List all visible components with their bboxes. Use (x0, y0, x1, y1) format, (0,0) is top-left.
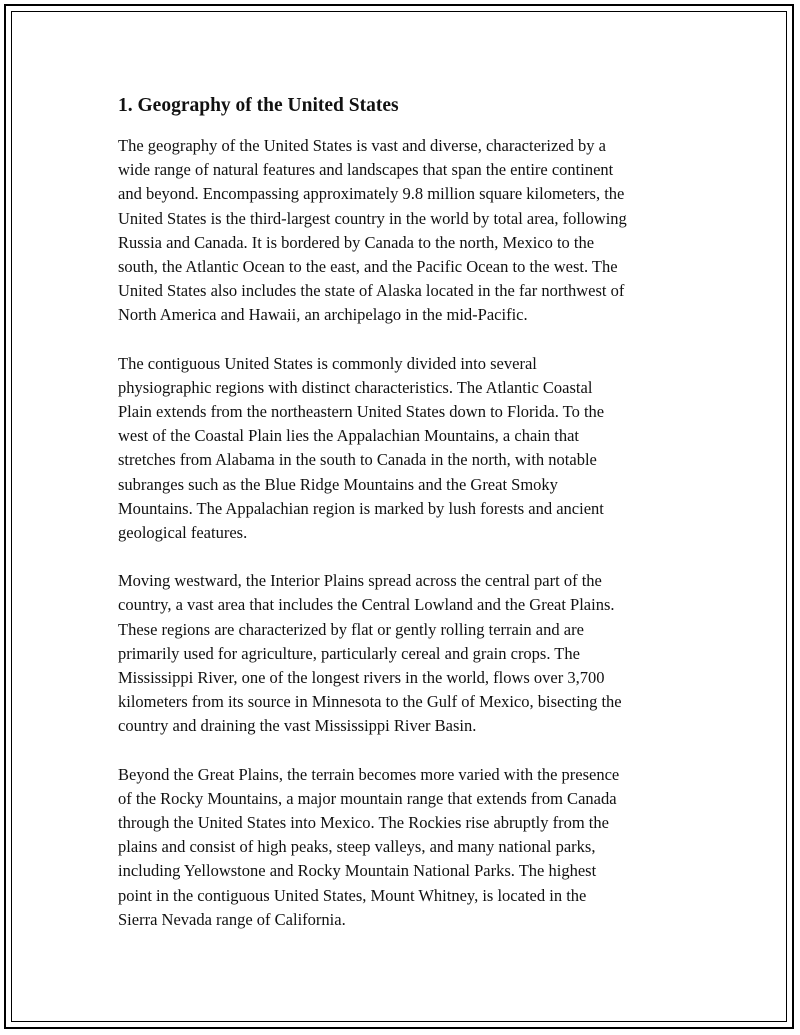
text-line: Moving westward, the Interior Plains spread across the central part of the (118, 571, 602, 591)
text-line: The geography of the United States is vast and diverse, characterized by a (118, 136, 606, 155)
paragraph-3 (118, 569, 698, 738)
text-line: Plain extends from the northeastern United States down to Florida. To the (118, 402, 605, 422)
text-line: of the Rocky Mountains, a major mountain range that extends from Canada (118, 788, 617, 808)
text-line: through the United States into Mexico. The Rockies rise abruptly from the (118, 813, 609, 833)
text-line: stretches from Alabama in the south to Canada in the north, with notable (118, 450, 597, 470)
text-line: physiographic regions with distinct characteristics. The Atlantic Coastal (118, 377, 593, 397)
text-line: primarily used for agriculture, particularly cereal and grain crops. The (118, 643, 580, 663)
text-line: plains and consist of high peaks, steep valleys, and many national parks, (118, 837, 596, 857)
text-line: and beyond. Encompassing approximately 9.8 million square kilometers, the (118, 184, 625, 204)
text-line: Beyond the Great Plains, the terrain becomes more varied with the presence (118, 764, 620, 784)
text-line: United States is the third-largest country in the world by total area, following (118, 208, 627, 228)
text-line: geological features. (118, 523, 248, 543)
text-line: including Yellowstone and Rocky Mountain National Parks. The highest (118, 861, 597, 881)
text-line: point in the contiguous United States, Mount Whitney, is located in the (118, 885, 587, 905)
text-line: The contiguous United States is commonly divided into several (118, 353, 537, 373)
text-line: United States also includes the state of Alaska located in the far northwest of (118, 281, 625, 301)
paragraph-list (118, 134, 698, 932)
document-body (118, 93, 698, 956)
paragraph-2 (118, 352, 698, 546)
text-line: wide range of natural features and landscapes that span the entire continent (118, 160, 614, 180)
text-line: Mississippi River, one of the longest rivers in the world, flows over 3,700 (118, 668, 605, 688)
paragraph-4 (118, 763, 698, 932)
text-line: Sierra Nevada range of California. (118, 909, 346, 929)
text-line: kilometers from its source in Minnesota to the Gulf of Mexico, bisecting the (118, 692, 622, 712)
text-line: North America and Hawaii, an archipelago in the mid-Pacific. (118, 305, 528, 325)
text-line: subranges such as the Blue Ridge Mountains and the Great Smoky (118, 474, 558, 494)
text-line: These regions are characterized by flat or gently rolling terrain and are (118, 619, 584, 639)
text-line: Russia and Canada. It is bordered by Canada to the north, Mexico to the (118, 232, 595, 252)
text-line: country and draining the vast Mississippi River Basin. (118, 716, 477, 736)
text-line: country, a vast area that includes the Central Lowland and the Great Plains. (118, 595, 615, 615)
text-line: Mountains. The Appalachian region is marked by lush forests and ancient (118, 498, 604, 518)
text-line: south, the Atlantic Ocean to the east, and the Pacific Ocean to the west. The (118, 257, 618, 277)
text-line: west of the Coastal Plain lies the Appalachian Mountains, a chain that (118, 426, 579, 446)
paragraph-1 (118, 134, 698, 328)
section-heading: 1. Geography of the United States (118, 95, 399, 116)
